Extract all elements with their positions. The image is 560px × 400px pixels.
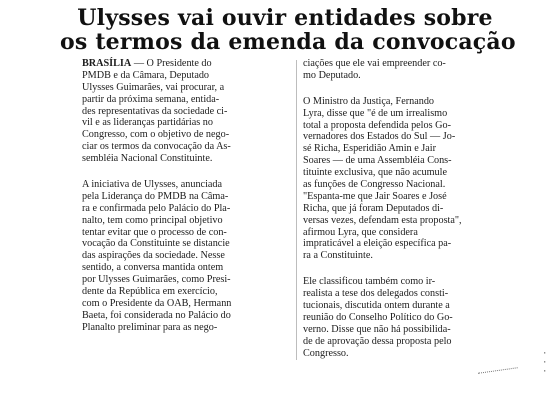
- column-divider: [296, 60, 297, 360]
- text-line: verno. Disse que não há possibilida-: [303, 323, 451, 335]
- text-line: tucionais, discutida ontem durante a: [303, 300, 450, 312]
- headline: [60, 5, 516, 55]
- text-line: vil e as lideranças partidárias no: [82, 117, 213, 129]
- text-line: Congresso.: [303, 347, 349, 359]
- text-line: Ulysses Guimarães, vai procurar, a: [82, 81, 225, 93]
- dateline-kicker: BRASÍLIA: [82, 58, 132, 69]
- text-line: Ele classificou também como ir-: [303, 276, 436, 288]
- text-line: partir da próxima semana, entida-: [82, 93, 220, 105]
- text-line: pela Liderança do PMDB na Câma-: [82, 190, 229, 202]
- margin-mark: · · ·: [542, 349, 548, 377]
- text-line: Soares — de uma Assembléia Cons-: [303, 155, 452, 167]
- text-line: sembléia Nacional Constituinte.: [82, 153, 213, 165]
- text-line: tentar evitar que o processo de con-: [82, 226, 227, 238]
- text-line: ciar os termos da convocação da As-: [82, 141, 231, 153]
- text-line: sé Richa, Esperidião Amin e Jair: [303, 143, 436, 155]
- text-line: Congresso, com o objetivo de nego-: [82, 129, 230, 141]
- paragraph-gap: [303, 82, 511, 96]
- text-line: versas vezes, defendam esta proposta",: [303, 214, 462, 226]
- text-line: tituinte exclusiva, que não acumule: [303, 167, 447, 179]
- text-line: A iniciativa de Ulysses, anunciada: [82, 179, 223, 191]
- text-line: ra e confirmada pelo Palácio do Pla-: [82, 202, 231, 214]
- headline-line-1: Ulysses vai ouvir entidades sobre: [77, 5, 493, 31]
- text-line: BRASÍLIA — O Presidente do: [82, 58, 212, 69]
- paragraph-gap: [303, 262, 511, 276]
- text-line: impraticável a eleição específica pa-: [303, 238, 452, 250]
- text-line: das aspirações da sociedade. Nesse: [82, 250, 225, 262]
- text-line: mo Deputado.: [303, 69, 361, 81]
- text-line: ra a Constituinte.: [303, 250, 373, 262]
- text-line: por Ulysses Guimarães, como Presi-: [82, 274, 231, 286]
- right-column-paragraph: [303, 58, 511, 82]
- text-line: realista a tese dos delegados consti-: [303, 288, 449, 300]
- article-column-left: [82, 58, 290, 334]
- text-line: Baeta, foi considerada no Palácio do: [82, 309, 231, 321]
- scan-artifact: [478, 367, 518, 376]
- text-line: total a proposta defendida pelos Go-: [303, 119, 451, 131]
- text-line: de de aprovação dessa proposta pelo: [303, 335, 452, 347]
- paragraph-gap: [82, 165, 290, 179]
- right-column-paragraph: [303, 96, 511, 262]
- text-line: reunião do Conselho Político do Go-: [303, 311, 453, 323]
- text-line: vocação da Constituinte se distancie: [82, 238, 230, 250]
- text-line: dente da República em exercício,: [82, 286, 218, 298]
- left-column-paragraph: [82, 179, 290, 334]
- article-column-right: [303, 58, 511, 359]
- text-line: Lyra, disse que "é de um irrealismo: [303, 107, 448, 119]
- right-column-paragraph: [303, 276, 511, 359]
- text-line: nalto, tem como principal objetivo: [82, 214, 223, 226]
- text-line: Richa, que já foram Deputados di-: [303, 202, 444, 214]
- text-line: as funções de Congresso Nacional.: [303, 179, 446, 191]
- text-line: PMDB e da Câmara, Deputado: [82, 69, 210, 81]
- headline-line-2: os termos da emenda da convocação: [60, 29, 516, 55]
- text-line: Planalto preliminar para as nego-: [82, 321, 218, 333]
- text-line: vernadores dos Estados do Sul — Jo-: [303, 131, 456, 143]
- text-line: afirmou Lyra, que considera: [303, 226, 418, 238]
- text-line: O Ministro da Justiça, Fernando: [303, 95, 435, 107]
- text-line: des representativas da sociedade ci-: [82, 105, 228, 117]
- text-line: com o Presidente da OAB, Hermann: [82, 297, 232, 309]
- text-line: sentido, a conversa mantida ontem: [82, 262, 224, 274]
- left-column-paragraph: [82, 58, 290, 165]
- text-line: ciações que ele vai empreender co-: [303, 58, 446, 69]
- text-line: "Espanta-me que Jair Soares e José: [303, 190, 447, 202]
